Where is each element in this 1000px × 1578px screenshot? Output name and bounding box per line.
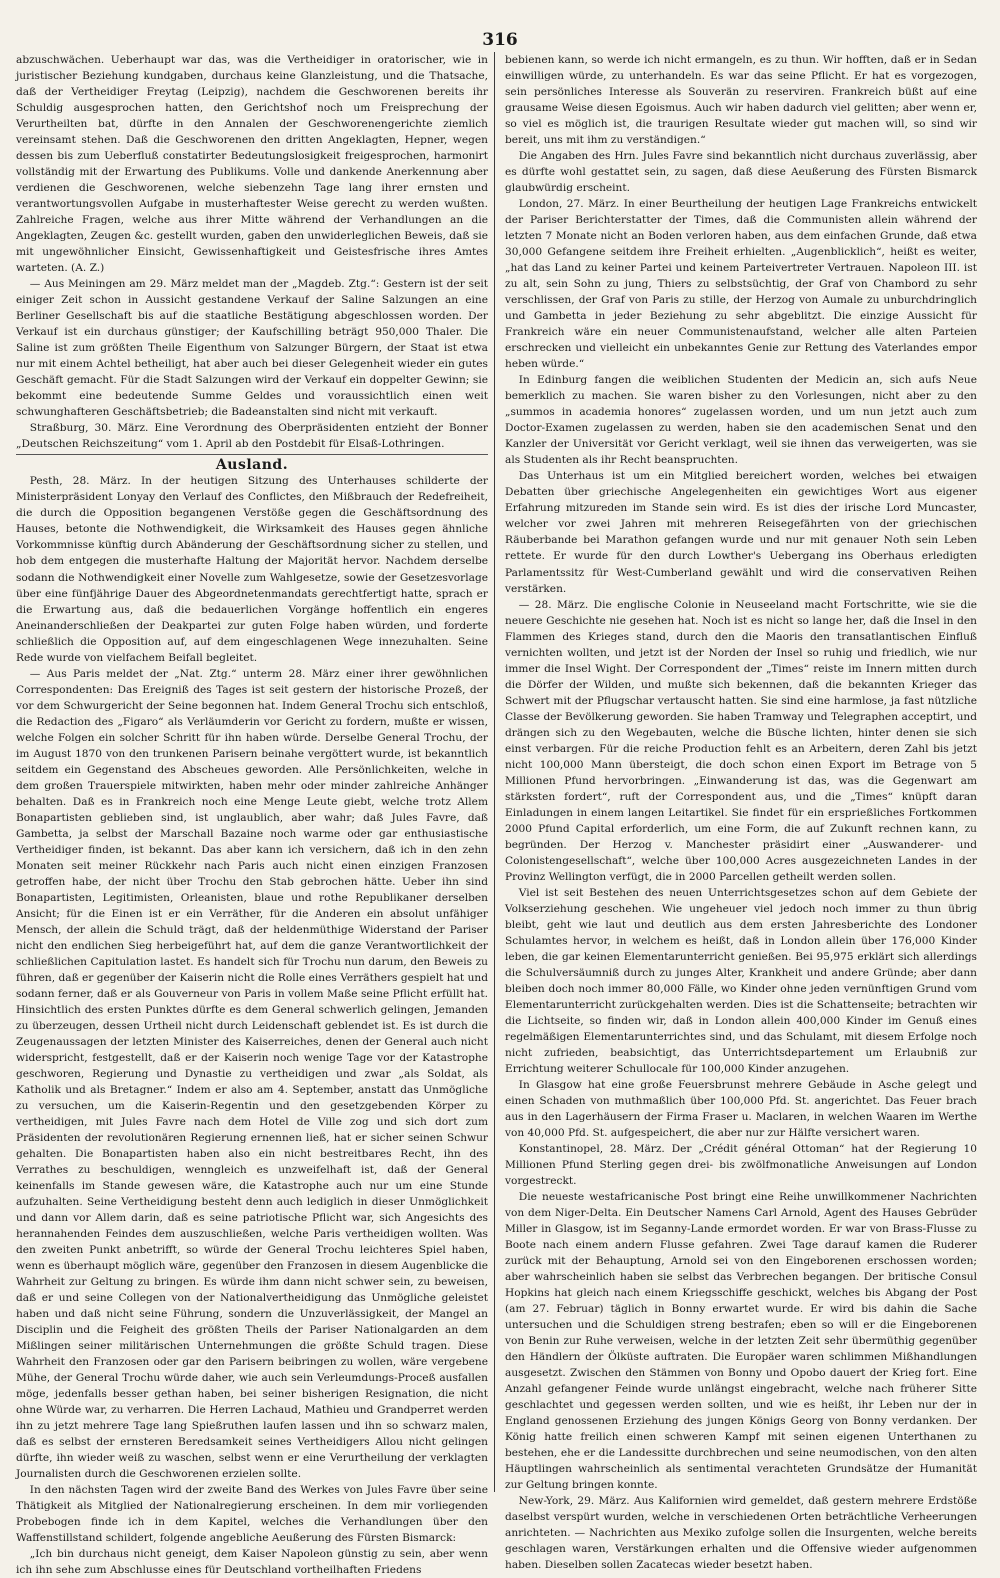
article-paragraph: — Aus Meiningen am 29. März meldet man der „Magdeb. Ztg.“: Gestern ist der seit einiger Zeit schon in Aussicht gestandene Verkauf der Saline Salzungen an eine Berliner Gesellschaft bis auf die staatliche Bestätigung abgeschlossen worden. Der Verkauf ist ein durchaus günstiger; der Kaufschilling beträgt 950,000 Thaler. Die Saline ist zum größten Theile Eigenthum von Salzunger Bürgern, der Staat ist etwa nur mit einem Achtel betheiligt, hat aber auch bei dieser Gelegenheit wieder ein gutes Geschäft gemacht. Für die Stadt Salzungen wird der Verkauf ein doppelter Gewinn; sie bekommt eine bedeutende Summe Geldes und voraussichtlich einen weit schwunghafteren Geschäftsbetrieb; die Badeanstalten sind nicht mit verkauft. xyxy=(16,278,488,419)
article-paragraph: — Aus Paris meldet der „Nat. Ztg.“ unterm 28. März einer ihrer gewöhnlichen Correspondenten: Das Ereigniß des Tages ist seit gestern der historische Prozeß, der vor dem Schwurgericht der Seine begonnen hat. Indem General Trochu sich entschloß, die Redaction des „Figaro“ als Verläumderin vor Gericht zu fordern, mußte er wissen, welche Folgen ein solcher Schritt für ihn haben würde. Derselbe General Trochu, der im August 1870 von den trunkenen Parisern beinahe vergöttert wurde, ist bekanntlich seitdem ein Gegenstand des Abscheues geworden. Alle Persönlichkeiten, welche in dem großen Trauerspiele mitwirkten, haben mehr oder minder zahlreiche Anhänger behalten. Daß es in Frankreich noch eine Menge Leute giebt, welche trotz Allem Bonapartisten geblieben sind, ist unglaublich, aber wahr; daß Jules Favre, daß Gambetta, ja selbst der Marschall Bazaine noch warme oder gar enthusiastische Vertheidiger finden, ist bekannt. Das aber kann ich versichern, daß ich in den zehn Monaten seit meiner Rückkehr nach Paris auch nicht einen einzigen Franzosen getroffen habe, der nicht über Trochu den Stab gebrochen hätte. Ueber ihn sind Bonapartisten, Legitimisten, Orleanisten, blaue und rothe Republikaner derselben Ansicht; für die Einen ist er ein Verräther, für die Anderen ein absolut unfähiger Mensch, der allein die Schuld trägt, daß der heldenmüthige Widerstand der Pariser nicht den endlichen Sieg herbeigeführt hat, auf dem die ganze Verantwortlichkeit der schließlichen Capitulation lastet. Es handelt sich für Trochu nun darum, den Beweis zu führen, daß er gegenüber der Kaiserin nicht die Rolle eines Verräthers gespielt hat und sodann ferner, daß er als Gouverneur von Paris in vollem Maße seine Pflicht erfüllt hat. Hinsichtlich des ersten Punktes dürfte es dem General schwerlich gelingen, Jemanden zu überzeugen, dessen Urtheil nicht durch Leidenschaft geblendet ist. Es ist durch die Zeugenaussagen der letzten Minister des Kaiserreiches, denen der General auch nicht widerspricht, festgestellt, daß er der Kaiserin noch wenige Tage vor der Katastrophe geschworen, Regierung und Dynastie zu vertheidigen und zwar „als Soldat, als Katholik und als Bretagner.“ Indem er also am 4. September, anstatt das Unmögliche zu versuchen, um die Kaiserin-Regentin und den gesetzgebenden Körper zu vertheidigen, mit Jules Favre nach dem Hotel de Ville zog und sich dort zum Präsidenten der revolutionären Regierung ernennen ließ, hat er sicher seinen Schwur gehalten. Die Bonapartisten haben also ein nicht bestreitbares Recht, ihn des Verrathes zu beschuldigen, wenngleich es unzweifelhaft ist, daß der General keinenfalls im Stande gewesen wäre, die Katastrophe auch nur um eine Stunde aufzuhalten. Seine Vertheidigung besteht denn auch lediglich in dieser Unmöglichkeit und dann vor Allem darin, daß es seine patriotische Pflicht war, sich Angesichts des herannahenden Feindes dem auszuschließen, welche Paris vertheidigen wollten. Was den zweiten Punkt anbetrifft, so würde der General Trochu leichteres Spiel haben, wenn es überhaupt möglich wäre, gegenüber den Franzosen in diesem Augenblicke die Wahrheit zur Geltung zu bringen. Es würde ihm dann nicht schwer sein, zu beweisen, daß er und seine Collegen von der Nationalvertheidigung das Unmögliche geleistet haben und daß nicht seine Führung, sondern die Unzuverlässigkeit, der Mangel an Disciplin und die Feigheit des größten Theils der Pariser Nationalgarden an dem Mißlingen seiner militärischen Unternehmungen die größte Schuld tragen. Diese Wahrheit den Franzosen oder gar den Parisern beibringen zu wollen, wäre vergebene Mühe, der General Trochu würde daher, wie auch sein Verleumdungs-Proceß ausfallen möge, jedenfalls besser gethan haben, bei seiner bisherigen Resignation, die nicht ohne Würde war, zu verharren. Die Herren Lachaud, Mathieu und Grandperret werden ihn zu jetzt mehrere Tage lang Spießruthen laufen lassen und ihn so schwarz malen, daß es selbst der ernsteren Beredsamkeit seines Vertheidigers Allou nicht gelingen dürfte, ihn wieder weiß zu waschen, selbst wenn er eine Verurtheilung der verklagten Journalisten durch die Geschworenen erzielen sollte. xyxy=(16,667,488,1481)
section-heading: Ausland. xyxy=(215,457,289,474)
article-paragraph: bebienen kann, so werde ich nicht ermangeln, es zu thun. Wir hofften, daß er in Sedan einwilligen würde, zu unterhandeln. Es war das seine Pflicht. Er hat es vorgezogen, sein persönliches Interesse als Souverän zu reserviren. Frankreich büßt auf eine grausame Weise diesen Egoismus. Auch wir haben dadurch viel gelitten; aber wenn er, so viel es möglich ist, die traurigen Resultate wieder gut machen will, so sind wir bereit, uns mit ihm zu verständigen.“ xyxy=(505,54,977,147)
article-paragraph: London, 27. März. In einer Beurtheilung der heutigen Lage Frankreichs entwickelt der Pariser Berichterstatter der Times, daß die Communisten allein während der letzten 7 Monate nicht an Boden verloren haben, aus dem einfachen Grunde, daß etwa 30,000 Gefangene seitdem ihre Freiheit erhielten. „Augenblicklich“, heißt es weiter, „hat das Land zu keiner Partei und keinem Parteivertreter Vertrauen. Napoleon III. ist zu alt, sein Sohn zu jung, Thiers zu selbstsüchtig, der Graf von Chambord zu sehr verschlissen, der Graf von Paris zu stille, der Herzog von Aumale zu unburchdringlich und Gambetta in jeder Beziehung zu sehr abgeblitzt. Die einzige Aussicht für Frankreich wäre ein neuer Communistenaufstand, welcher alle alten Parteien erschrecken und vielleicht ein unbekanntes Genie zur Rettung des Vaterlandes empor heben würde.“ xyxy=(505,198,977,371)
article-paragraph: New-York, 29. März. Aus Kalifornien wird gemeldet, daß gestern mehrere Erdstöße daselbst verspürt wurden, welche in verschiedenen Orten beträchtliche Verheerungen anrichteten. — Nachrichten aus Mexiko zufolge sollen die Insurgenten, welche bereits geschlagen waren, Verstärkungen erhalten und die Offensive wieder aufgenommen haben. Dieselben sollen Zacatecas wieder besetzt haben. xyxy=(505,1495,977,1572)
article-paragraph: „Ich bin durchaus nicht geneigt, dem Kaiser Napoleon günstig zu sein, aber wenn ich ihn sehe zum Abschlusse eines für Deutschland vortheilhaften Friedens xyxy=(16,1548,488,1577)
section-rule xyxy=(16,454,488,455)
page-number: 316 xyxy=(482,30,518,50)
article-paragraph: Das Unterhaus ist um ein Mitglied bereichert worden, welches bei etwaigen Debatten über griechische Angelegenheiten ein gewichtiges Wort aus eigener Erfahrung mitzureden im Stande sein wird. Es ist dies der irische Lord Muncaster, welcher vor zwei Jahren mit mehreren Reisegefährten von der griechischen Räuberbande bei Marathon gefangen wurde und nur mit genauer Noth sein Leben rettete. Er wurde für den durch Lowther's Uebergang ins Oberhaus erledigten Parlamentssitz für West-Cumberland gewählt und wird die conservativen Reihen verstärken. xyxy=(505,470,977,595)
article-paragraph: Straßburg, 30. März. Eine Verordnung des Oberpräsidenten entzieht der Bonner „Deutschen Reichszeitung“ vom 1. April ab den Postdebit für Elsaß-Lothringen. xyxy=(16,422,488,451)
article-paragraph: abzuschwächen. Ueberhaupt war das, was die Vertheidiger in oratorischer, wie in juristischer Beziehung kundgaben, durchaus keine Glanzleistung, und die Thatsache, daß der Vertheidiger Freytag (Leipzig), nachdem die Geschworenen bereits ihr Schuldig ausgesprochen hatten, den Gerichtshof noch um Freisprechung der Verurtheilten bat, dürfte in den Annalen der Geschworenengerichte ziemlich vereinsamt stehen. Daß die Geschworenen den dritten Angeklagten, Hepner, wegen dessen bis zum Ueberfluß constatirter Bedeutungslosigkeit freigesprochen, harmonirt vollständig mit der Erwartung des Publikums. Volle und dankende Anerkennung aber verdienen die Geschworenen, welche siebenzehn Tage lang ihrer ernsten und verantwortungsvollen Aufgabe in musterhaftester Weise gerecht zu werden wußten. Zahlreiche Fragen, welche aus ihrer Mitte während der Verhandlungen an die Angeklagten, Zeugen &c. gestellt wurden, gaben den unwiderleglichen Beweis, daß sie mit ungewöhnlicher Einsicht, Gewissenhaftigkeit und Geistesfrische ihres Amtes warteten. (A. Z.) xyxy=(16,54,488,275)
article-paragraph: Viel ist seit Bestehen des neuen Unterrichtsgesetzes schon auf dem Gebiete der Volkserziehung geschehen. Wie ungeheuer viel jedoch noch immer zu thun übrig bleibt, geht wie laut und deutlich aus dem ersten Jahresberichte des Londoner Schulamtes hervor, in welchem es heißt, daß in London allein über 176,000 Kinder leben, die gar keinen Elementarunterricht genießen. Bei 95,975 erklärt sich allerdings die Schulversäumniß durch zu junges Alter, Krankheit und andere Gründe; aber dann bleiben doch noch immer 80,000 Fälle, wo Kinder ohne jeden vernünftigen Grund vom Elementarunterricht zurückgehalten werden. Dies ist die Schattenseite; betrachten wir die Lichtseite, so finden wir, daß in London allein 400,000 Kinder im Genuß eines regelmäßigen Elementarunterrichtes sind, und das Schulamt, mit diesem Erfolge noch nicht zufrieden, beabsichtigt, das Unterrichtsdepartement um Erlaubniß zur Errichtung weiterer Schullocale für 100,000 Kinder anzugehen. xyxy=(505,886,977,1075)
left-column xyxy=(16,52,488,1577)
article-paragraph: In Glasgow hat eine große Feuersbrunst mehrere Gebäude in Asche gelegt und einen Schaden von muthmaßlich über 100,000 Pfd. St. angerichtet. Das Feuer brach aus in den Lagerhäusern der Firma Fraser u. Maclaren, in welchen Waaren im Werthe von 40,000 Pfd. St. aufgespeichert, die aber nur zur Hälfte versichert waren. xyxy=(505,1079,977,1140)
article-paragraph: In den nächsten Tagen wird der zweite Band des Werkes von Jules Favre über seine Thätigkeit als Mitglied der Nationalregierung erscheinen. In dem mir vorliegenden Probebogen finde ich in dem Kapitel, welches die Verhandlungen über den Waffenstillstand schildert, folgende angebliche Aeußerung des Fürsten Bismarck: xyxy=(16,1484,488,1545)
article-paragraph: Die Angaben des Hrn. Jules Favre sind bekanntlich nicht durchaus zuverlässig, aber es dürfte wohl gestattet sein, zu sagen, daß diese Aeußerung des Fürsten Bismarck glaubwürdig erscheint. xyxy=(505,150,977,195)
column-divider xyxy=(494,52,495,1492)
article-paragraph: Pesth, 28. März. In der heutigen Sitzung des Unterhauses schilderte der Ministerpräsident Lonyay den Verlauf des Conflictes, den Mißbrauch der Redefreiheit, die durch die Opposition begangenen Verstöße gegen die Geschäftsordnung des Hauses, betonte die Nothwendigkeit, die Wirksamkeit des Hauses gegen ähnliche Vorkommnisse künftig durch Abänderung der Geschäftsordnung sicher zu stellen, und hob dem entgegen die musterhafte Haltung der Majorität hervor. Nachdem derselbe sodann die Nothwendigkeit einer Novelle zum Wahlgesetze, sowie der Gesetzesvorlage über eine fünfjährige Dauer des Abgeordnetenmandats gerechtfertigt hatte, sprach er die Erwartung aus, daß die bedauerlichen Vorgänge hoffentlich ein engeres Aneinanderschließen der Deakpartei zur guten Folge haben würden, und forderte schließlich die Opposition auf, auf dem eingeschlagenen Wege innezuhalten. Seine Rede wurde von vielfachem Beifall begleitet. xyxy=(16,475,488,664)
article-paragraph: In Edinburg fangen die weiblichen Studenten der Medicin an, sich aufs Neue bemerklich zu machen. Sie waren bisher zu den Vorlesungen, nicht aber zu den „summos in academia honores“ zugelassen worden, und um nun jetzt auch zum Doctor-Examen zugelassen zu werden, haben sie den academischen Senat und den Kanzler der Universität vor Gericht verklagt, weil sie ihnen das verweigerten, was sie als Studenten als ihr Recht beanspruchten. xyxy=(505,374,977,467)
article-paragraph: Konstantinopel, 28. März. Der „Crédit général Ottoman“ hat der Regierung 10 Millionen Pfund Sterling gegen drei- bis zwölfmonatliche Anweisungen auf London vorgestreckt. xyxy=(505,1143,977,1188)
article-paragraph: — 28. März. Die englische Colonie in Neuseeland macht Fortschritte, wie sie die neuere Geschichte nie gesehen hat. Noch ist es nicht so lange her, daß die Insel in den Flammen des Krieges stand, durch den die Maoris den transatlantischen Einfluß vernichten wollten, und jetzt ist der Norden der Insel so ruhig und friedlich, wie nur immer die Insel Wight. Der Correspondent der „Times“ reiste im Innern mitten durch die Dörfer der Wilden, und mußte sich bekennen, daß die bekannten Krieger das Schwert mit der Pflugschar vertauscht hatten. Sie sind eine harmlose, ja fast nützliche Classe der Bevölkerung geworden. Sie haben Tramway und Telegraphen acceptirt, und drängen sich zu den Wegebauten, welche die Büsche lichten, hinter denen sie sich einst verbargen. Für die reiche Production fehlt es an Arbeitern, deren Zahl bis jetzt nicht 100,000 Mann übersteigt, die doch schon einen Export im Betrage von 5 Millionen Pfund hervorbringen. „Einwanderung ist das, was die Gegenwart am stärksten fordert“, ruft der Correspondent aus, und die „Times“ knüpft daran Einladungen in einem langen Leitartikel. Sie findet für ein ersprießliches Fortkommen 2000 Pfund Capital erforderlich, um eine Form, die auf Zukunft rechnen kann, zu begründen. Der Herzog v. Manchester präsidirt einer „Auswanderer- und Colonistengesellschaft“, welche über 100,000 Acres ausgezeichneten Landes in der Provinz Wellington verfügt, die in 2000 Parcellen getheilt werden sollen. xyxy=(505,598,977,883)
article-paragraph: Die neueste westafricanische Post bringt eine Reihe unwillkommener Nachrichten von dem Niger-Delta. Ein Deutscher Namens Carl Arnold, Agent des Hauses Gebrüder Miller in Glasgow, ist im Seganny-Lande ermordet worden. Er war von Brass-Flusse zu Boote nach einem andern Flusse gefahren. Zwei Tage darauf kamen die Ruderer zurück mit der Behauptung, Arnold sei von den Eingeborenen erschossen worden; aber wahrscheinlich haben sie selbst das Verbrechen begangen. Der britische Consul Hopkins hat gleich nach einem Kriegsschiffe geschickt, welches bis Abgang der Post (am 27. Februar) täglich in Bonny erwartet wurde. Er wird bis dahin die Sache untersuchen und die Schuldigen streng bestrafen; eben so will er die Eingeborenen von Benin zur Ruhe verweisen, welche in der letzten Zeit sehr übermüthig gegenüber den Händlern der Ölküste auftraten. Die Europäer waren schlimmen Mißhandlungen ausgesetzt. Zwischen den Stämmen von Bonny und Opobo dauert der Krieg fort. Eine Anzahl gefangener Feinde wurde unlängst eingebracht, welche nach früherer Sitte geschlachtet und gegessen werden sollten, und wie es heißt, ihr Leben nur der in England genossenen Erziehung des jungen Königs Georg von Bonny verdanken. Der König hatte freilich einen schweren Kampf mit seinen eigenen Unterthanen zu bestehen, ehe er die Landessitte durchbrechen und seine neumodischen, von den alten Häuptlingen wahrscheinlich als sentimental verachteten Grundsätze der Humanität zur Geltung bringen konnte. xyxy=(505,1191,977,1492)
right-column xyxy=(505,52,977,1572)
